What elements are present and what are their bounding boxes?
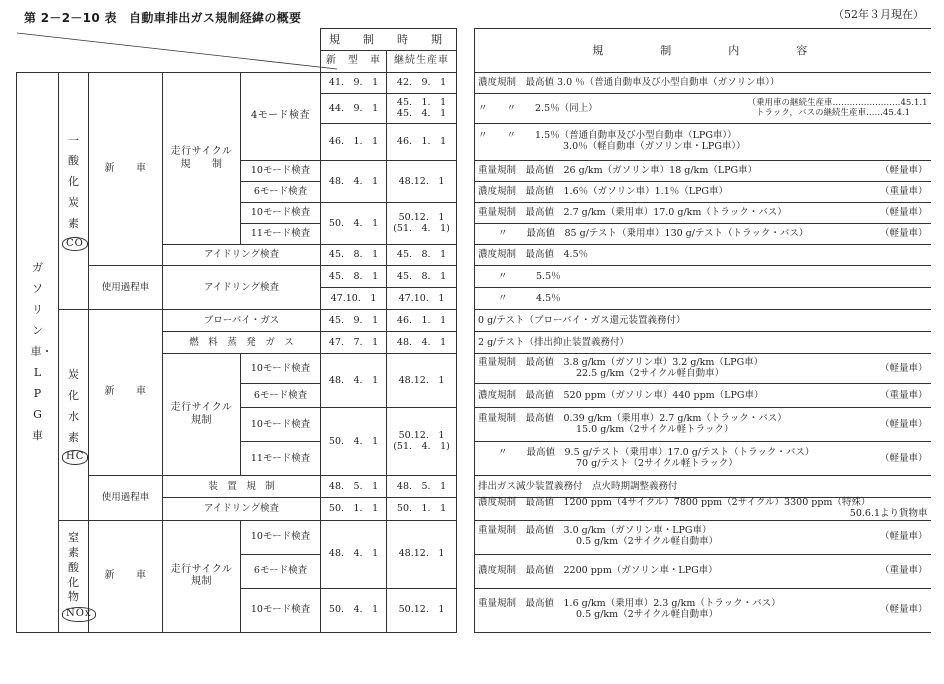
co-mode4-new-2: 44. 9. 1 <box>321 94 387 124</box>
nox-label: 窒素酸化物 NOx <box>59 520 89 632</box>
hc-evap: 燃 料 蒸 発 ガ ス <box>163 332 321 354</box>
nox-mode10-a: 10モード検査 <box>241 520 321 554</box>
content-row-13: 重量規制 最高値 3.8 g/km（ガソリン車）3.2 g/km（LPG車） 22.5 g/km（2サイクル軽自動車） （軽量車） <box>475 354 931 384</box>
co-inuse-new-2: 47.10. 1 <box>321 288 387 310</box>
content-row-1: 濃度規制 最高値 3.0 ％（普通自動車及び小型自動車（ガソリン車）） <box>475 73 931 94</box>
hc-device-new: 48. 5. 1 <box>321 476 387 498</box>
co-new-idling: アイドリング検査 <box>163 245 321 266</box>
co-driving-cycle: 走行サイクル規 制 <box>163 73 241 245</box>
hc-blowby-new: 45. 9. 1 <box>321 310 387 332</box>
content-row-11: 0 g/テスト（ブローバイ・ガス還元装置義務付） <box>475 310 931 332</box>
co-mode6: 6モード検査 <box>241 182 321 203</box>
nox-mode10-b: 10モード検査 <box>241 588 321 632</box>
co-mode4-new-1: 41. 9. 1 <box>321 73 387 94</box>
content-row-21: 重量規制 最高値 1.6 g/km（乗用車）2.3 g/km（トラック・バス） 0.5 g/km（2サイクル軽自動車） （軽量車） <box>475 588 931 632</box>
corner-diagonal <box>17 29 337 73</box>
content-row-16: 〃 最高値 9.5 g/テスト（乗用車）17.0 g/テスト（トラック・バス） 70 g/テスト（2サイクル軽トラック） （軽量車） <box>475 442 931 476</box>
hc-formula: HC <box>62 450 88 465</box>
nox-mode10-cont: 48.12. 1 <box>387 520 457 588</box>
content-row-12: 2 g/テスト（排出抑止装置義務付） <box>475 332 931 354</box>
hc-mode10-cont: 48.12. 1 <box>387 354 457 408</box>
co-mode10b-new: 50. 4. 1 <box>321 203 387 245</box>
content-row-7: 〃 最高値 85 g/テスト（乗用車）130 g/テスト（トラック・バス） （軽量車） <box>475 224 931 245</box>
gasoline-lpg-label: ガソリン車・LPG車 <box>17 73 59 633</box>
content-row-10: 〃 4.5％ <box>475 288 931 310</box>
content-row-15: 重量規制 最高値 0.39 g/km（乗用車）2.7 g/km（トラック・バス） 15.0 g/km（2サイクル軽トラック） （軽量車） <box>475 408 931 442</box>
hc-mode10b-new: 50. 4. 1 <box>321 408 387 476</box>
table-title: 第 2－2－10 表 自動車排出ガス規制経緯の概要 <box>24 11 302 25</box>
co-in-use: 使用過程車 <box>89 266 163 310</box>
hc-evap-new: 47. 7. 1 <box>321 332 387 354</box>
hc-device: 装 置 規 制 <box>163 476 321 498</box>
co-inuse-cont-2: 47.10. 1 <box>387 288 457 310</box>
co-idling-cont: 45. 8. 1 <box>387 245 457 266</box>
hc-mode10b-cont: 50.12. 1 (51. 4. 1) <box>387 408 457 476</box>
co-mode10-b: 10モード検査 <box>241 203 321 224</box>
regulation-table <box>16 28 931 633</box>
content-header: 規 制 内 容 <box>475 29 931 73</box>
continued-header: 継続生産車 <box>387 51 457 73</box>
content-row-19: 重量規制 最高値 3.0 g/km（ガソリン車・LPG車） 0.5 g/km（2サイクル軽自動車） （軽量車） <box>475 520 931 554</box>
hc-idling: アイドリング検査 <box>163 498 321 521</box>
content-row-9: 〃 5.5％ <box>475 266 931 288</box>
nox-formula: NOx <box>62 607 96 622</box>
content-row-6: 重量規制 最高値 2.7 g/km（乗用車）17.0 g/km（トラック・バス） （軽量車） <box>475 203 931 224</box>
co-mode4-cont-2: 45. 1. 1 45. 4. 1 <box>387 94 457 124</box>
co-mode10-cont: 48.12. 1 <box>387 161 457 203</box>
nox-driving-cycle: 走行サイクル規制 <box>163 520 241 632</box>
content-row-5: 濃度規制 最高値 1.6％（ガソリン車）1.1％（LPG車） （重量車） <box>475 182 931 203</box>
hc-label: 炭化水素 HC <box>59 310 89 521</box>
co-formula: CO <box>62 237 88 252</box>
nox-mode6: 6モード検査 <box>241 554 321 588</box>
hc-device-cont: 48. 5. 1 <box>387 476 457 498</box>
content-row-18: 濃度規制 最高値 1200 ppm（4サイクル）7800 ppm（2サイクル）3300 ppm（特殊） 50.6.1より貨物車 <box>475 498 931 521</box>
hc-in-use: 使用過程車 <box>89 476 163 521</box>
nox-mode10b-new: 50. 4. 1 <box>321 588 387 632</box>
hc-new-car: 新 車 <box>89 310 163 476</box>
co-in-use-idling: アイドリング検査 <box>163 266 321 310</box>
as-of-date: （52年３月現在） <box>833 8 924 21</box>
co-mode4-cont-1: 42. 9. 1 <box>387 73 457 94</box>
hc-idling-cont: 50. 1. 1 <box>387 498 457 521</box>
hc-mode10-new: 48. 4. 1 <box>321 354 387 408</box>
content-row-14: 濃度規制 最高値 520 ppm（ガソリン車）440 ppm（LPG車） （重量車） <box>475 384 931 408</box>
nox-mode10-new: 48. 4. 1 <box>321 520 387 588</box>
hc-mode10-b: 10モード検査 <box>241 408 321 442</box>
hc-driving-cycle: 走行サイクル規制 <box>163 354 241 476</box>
content-row-20: 濃度規制 最高値 2200 ppm（ガソリン車・LPG車） （重量車） <box>475 554 931 588</box>
co-mode4-new-3: 46. 1. 1 <box>321 124 387 161</box>
content-row-17: 排出ガス減少装置義務付 点火時期調整義務付 <box>475 476 931 498</box>
co-mode10-new: 48. 4. 1 <box>321 161 387 203</box>
co-idling-new: 45. 8. 1 <box>321 245 387 266</box>
co-mode10b-cont: 50.12. 1 (51. 4. 1) <box>387 203 457 245</box>
hc-mode11: 11モード検査 <box>241 442 321 476</box>
hc-evap-cont: 48. 4. 1 <box>387 332 457 354</box>
content-row-8: 濃度規制 最高値 4.5％ <box>475 245 931 266</box>
hc-blowby-cont: 46. 1. 1 <box>387 310 457 332</box>
header-corner <box>17 29 321 73</box>
co-mode4: 4モード検査 <box>241 73 321 161</box>
co-new-car: 新 車 <box>89 73 163 266</box>
co-label: 一酸化炭素 CO <box>59 73 89 310</box>
hc-mode6: 6モード検査 <box>241 384 321 408</box>
content-row-3: 〃 〃 1.5％（普通自動車及び小型自動車（LPG車）） 3.0％（軽自動車（ガソリン車・LPG車）） <box>475 124 931 161</box>
nox-mode10b-cont: 50.12. 1 <box>387 588 457 632</box>
co-inuse-cont-1: 45. 8. 1 <box>387 266 457 288</box>
hc-idling-new: 50. 1. 1 <box>321 498 387 521</box>
hc-blowby: ブローバイ・ガス <box>163 310 321 332</box>
new-type-header: 新 型 車 <box>321 51 387 73</box>
co-mode11: 11モード検査 <box>241 224 321 245</box>
content-row-2: 〃 〃 2.5％（同上） （乗用車の継続生産車……………………45.1.1 トラック，バスの継続生産車……45.4.1 <box>475 94 931 124</box>
column-gap <box>457 29 475 73</box>
co-mode4-cont-3: 46. 1. 1 <box>387 124 457 161</box>
co-inuse-new-1: 45. 8. 1 <box>321 266 387 288</box>
co-mode10-a: 10モード検査 <box>241 161 321 182</box>
period-header: 規 制 時 期 <box>321 29 457 51</box>
nox-new-car: 新 車 <box>89 520 163 632</box>
content-row-4: 重量規制 最高値 26 g/km（ガソリン車）18 g/km（LPG車） （軽量車） <box>475 161 931 182</box>
hc-mode10-a: 10モード検査 <box>241 354 321 384</box>
